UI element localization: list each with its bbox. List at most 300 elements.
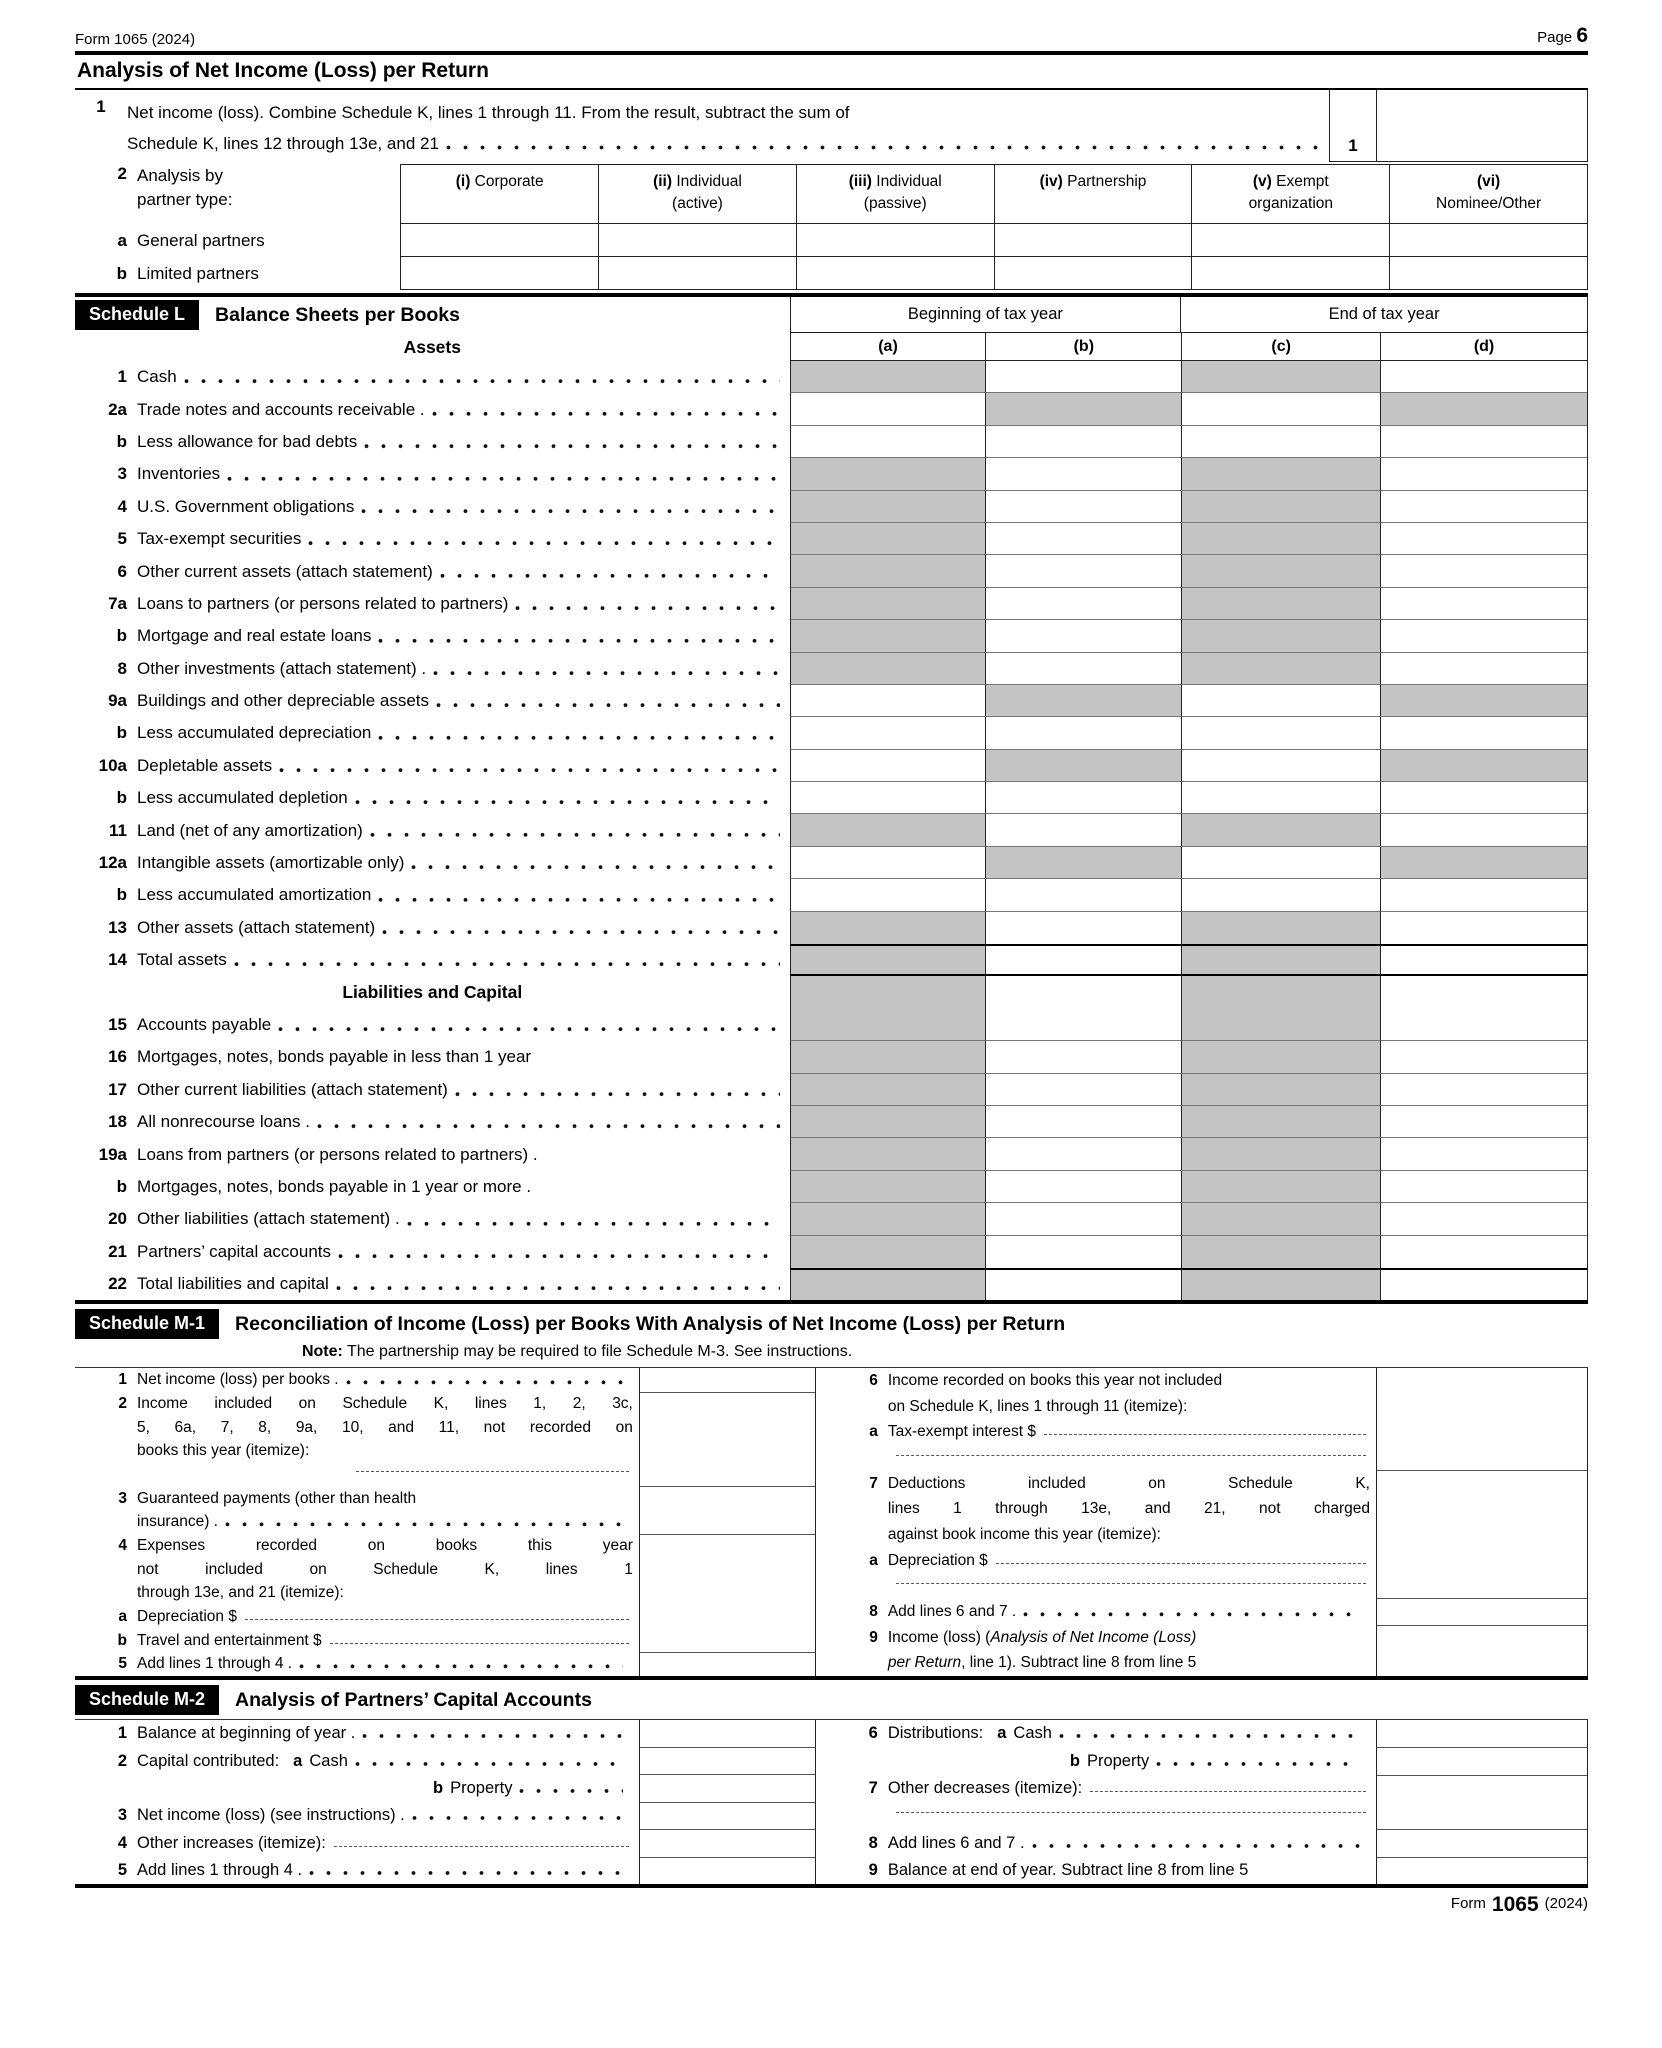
line-number: b [116, 1176, 127, 1196]
form-line [75, 1416, 639, 1440]
label-text: on Schedule K, lines 1 through 11 (itemize): [887, 1397, 1188, 1415]
amount-cell[interactable] [1377, 1471, 1587, 1599]
line-number: 7 [868, 1779, 878, 1798]
balance-cell-a [790, 491, 986, 523]
schedule-l-header [75, 297, 1588, 333]
amount-cell[interactable] [1377, 1748, 1587, 1776]
partner-type-column-header [796, 164, 994, 224]
line-content [137, 1537, 639, 1555]
line-content [137, 1655, 639, 1673]
column-tag: (ii) [653, 173, 673, 190]
balance-cell-b[interactable] [985, 653, 1181, 685]
balance-cell-a[interactable] [790, 847, 986, 879]
line-number: 4 [118, 1536, 127, 1554]
dot-leader [1032, 1834, 1360, 1853]
amount-cell[interactable] [640, 1775, 815, 1803]
balance-cell-a[interactable] [790, 879, 986, 911]
amount-cell[interactable] [1377, 1599, 1587, 1625]
partner-count-cell[interactable] [994, 224, 1192, 257]
balance-cell-a [790, 1171, 986, 1203]
balance-cell-c[interactable] [1181, 717, 1380, 749]
row-description [75, 912, 790, 944]
dot-leader [225, 1513, 623, 1531]
balance-cell-b[interactable] [985, 1171, 1181, 1203]
analysis-line-1 [75, 90, 1588, 162]
balance-cell-d [1380, 847, 1587, 879]
balance-cell-a [790, 361, 986, 393]
row-description [75, 231, 400, 251]
balance-cell-b[interactable] [985, 620, 1181, 652]
amount-cell[interactable] [1377, 1776, 1587, 1830]
header-line-1: (i) Corporate [455, 173, 544, 190]
amount-cell[interactable] [1377, 1626, 1587, 1677]
line-number: a [117, 230, 127, 250]
form-line [75, 1605, 639, 1629]
balance-cell-a[interactable] [790, 426, 986, 458]
form-line [816, 1368, 1376, 1394]
partner-type-column-header [994, 164, 1192, 224]
m1-left-lines [75, 1368, 639, 1676]
form-id: Form 1065 (2024) [75, 31, 196, 48]
end-of-tax-year-header: End of tax year [1180, 297, 1587, 333]
row-label: Partners’ capital accounts [137, 1241, 332, 1261]
balance-cell-d[interactable] [1380, 458, 1587, 490]
partner-count-cell[interactable] [1191, 224, 1389, 257]
row-label: Mortgages, notes, bonds payable in 1 year or more . [137, 1176, 532, 1196]
schedule-m2-right [816, 1720, 1588, 1884]
amount-cell[interactable] [640, 1858, 815, 1885]
line-number: 3 [118, 1489, 127, 1507]
line-number: 2a [108, 399, 127, 419]
label-text: Balance at end of year. Subtract line 8 from line 5 [887, 1861, 1249, 1880]
balance-cell-c[interactable] [1181, 426, 1380, 458]
m2-right-lines [816, 1720, 1376, 1884]
partner-type-column-header [598, 164, 796, 224]
balance-cell-d[interactable] [1380, 1074, 1587, 1106]
table-row [75, 1074, 1588, 1106]
balance-cell-b[interactable] [985, 361, 1181, 393]
form-line [75, 1463, 639, 1487]
table-row [75, 458, 1588, 490]
partner-type-column-header [1389, 164, 1588, 224]
line-number: 9 [869, 1628, 878, 1646]
line-1-ref-box: 1 [1329, 90, 1378, 162]
table-row [75, 426, 1588, 458]
partner-count-cell[interactable] [1389, 224, 1588, 257]
m2-left-lines [75, 1720, 639, 1884]
amount-cell[interactable] [1377, 1830, 1587, 1858]
balance-cell-b[interactable] [985, 912, 1181, 944]
partner-count-cell[interactable] [1389, 257, 1588, 290]
row-label: Total liabilities and capital [137, 1274, 329, 1294]
balance-cell-d[interactable] [1380, 523, 1587, 555]
row-label: Cash [137, 367, 177, 387]
balance-cell-b[interactable] [985, 588, 1181, 620]
balance-cell-b[interactable] [985, 1138, 1181, 1170]
balance-cell-a [790, 588, 986, 620]
dot-leader [362, 1724, 623, 1743]
line-number: 6 [869, 1372, 878, 1390]
balance-cell-b [985, 976, 1181, 1008]
dot-leader [432, 393, 780, 425]
balance-cell-d[interactable] [1380, 426, 1587, 458]
general-partners-cells [400, 224, 1588, 257]
table-row [75, 588, 1588, 620]
amount-cell[interactable] [1377, 1720, 1587, 1748]
dot-leader [412, 1806, 623, 1825]
balance-cell-c[interactable] [1181, 393, 1380, 425]
balance-cell-d[interactable] [1380, 912, 1587, 944]
row-label: Loans to partners (or persons related to partners) [137, 593, 509, 613]
balance-cell-c [1181, 944, 1380, 976]
amount-cell[interactable] [640, 1653, 815, 1676]
dot-leader [227, 458, 779, 490]
header-line-1: (ii) Individual [653, 173, 742, 190]
form-line [816, 1471, 1376, 1497]
balance-cell-b[interactable] [985, 555, 1181, 587]
m1-left-amounts [639, 1368, 815, 1676]
balance-cell-b[interactable] [985, 458, 1181, 490]
schedule-m1-badge: Schedule M-1 [75, 1309, 219, 1339]
line-content [137, 1779, 639, 1798]
balance-cell-d[interactable] [1380, 1203, 1587, 1235]
form-line [75, 1368, 639, 1392]
form-line [816, 1394, 1376, 1420]
balance-cell-b[interactable] [985, 1268, 1181, 1300]
schedule-m1 [75, 1304, 1588, 1680]
balance-cell-d[interactable] [1380, 879, 1587, 911]
row-description [75, 1138, 790, 1170]
amount-cell[interactable] [640, 1803, 815, 1831]
balance-cell-d [1380, 976, 1587, 1008]
balance-cell-c [1181, 361, 1380, 393]
amount-cell[interactable] [1377, 1858, 1587, 1885]
partner-count-cell[interactable] [994, 257, 1192, 290]
column-c-header: (c) [1181, 333, 1380, 361]
balance-cell-b[interactable] [985, 426, 1181, 458]
line-number: 1 [118, 1371, 127, 1389]
dashed-entry-line[interactable] [996, 1563, 1366, 1564]
form-line [816, 1802, 1376, 1829]
amount-cell[interactable] [640, 1368, 815, 1392]
page-header [75, 24, 1588, 51]
table-row [75, 1009, 1588, 1041]
page-number: 6 [1576, 24, 1588, 47]
line-text-2 [127, 128, 1329, 159]
dot-leader [184, 361, 780, 393]
dot-leader [411, 847, 779, 879]
dashed-entry-line[interactable] [896, 1812, 1366, 1813]
form-line [816, 1599, 1376, 1625]
form-line [75, 1629, 639, 1653]
line-content [888, 1834, 1376, 1853]
column-tag: (i) [455, 173, 471, 190]
table-row [75, 847, 1588, 879]
form-line [75, 1534, 639, 1558]
label-text: Add lines 1 through 4 . [137, 1655, 293, 1673]
balance-cell-d[interactable] [1380, 491, 1587, 523]
balance-cell-d[interactable] [1380, 653, 1587, 685]
amount-cell[interactable] [640, 1487, 815, 1535]
partner-count-cell[interactable] [400, 257, 598, 290]
balance-cell-a[interactable] [790, 685, 986, 717]
schedule-m2-body [75, 1720, 1588, 1884]
schedule-l-title: Balance Sheets per Books [215, 303, 460, 326]
net-income-amount-cell[interactable] [1377, 90, 1588, 162]
page-footer [75, 1888, 1588, 1917]
row-description [75, 1203, 790, 1235]
dashed-entry-line[interactable] [334, 1846, 629, 1847]
row-label: All nonrecourse loans . [137, 1112, 310, 1132]
line-content [888, 1629, 1376, 1647]
form-line [816, 1420, 1376, 1446]
balance-cell-d[interactable] [1380, 1236, 1587, 1268]
partner-type-label-2: partner type: [137, 190, 233, 209]
table-row [75, 912, 1588, 944]
amount-cell[interactable] [640, 1720, 815, 1748]
form-line [816, 1625, 1376, 1651]
form-line [816, 1445, 1376, 1471]
header-line-1: (iv) Partnership [1039, 173, 1147, 190]
row-label: U.S. Government obligations [137, 496, 355, 516]
table-row [75, 1203, 1588, 1235]
balance-cell-c[interactable] [1181, 847, 1380, 879]
balance-cell-d[interactable] [1380, 620, 1587, 652]
line-number: 5 [117, 529, 127, 549]
page-word: Page [1537, 29, 1573, 46]
dot-leader [338, 1236, 780, 1268]
row-description [75, 555, 790, 587]
line-content [888, 1423, 1376, 1441]
balance-cell-d[interactable] [1380, 1009, 1587, 1041]
dot-leader [361, 491, 779, 523]
dot-leader [446, 128, 1319, 159]
dot-leader [346, 1371, 623, 1389]
dot-leader [1023, 1603, 1360, 1621]
sub-letter: b [1069, 1751, 1080, 1770]
row-description [75, 1009, 790, 1041]
label-text: Distributions: [887, 1724, 984, 1743]
dot-leader [317, 1106, 780, 1138]
table-row [75, 879, 1588, 911]
schedule-l-title-cell [75, 297, 790, 333]
table-row [75, 1171, 1588, 1203]
line-text [127, 90, 1329, 162]
form-line [75, 1775, 639, 1802]
header-line-2: Nominee/Other [1436, 195, 1542, 212]
balance-cell-b[interactable] [985, 1041, 1181, 1073]
row-description [75, 717, 790, 749]
balance-cell-c [1181, 976, 1380, 1008]
line-number: 10a [98, 755, 127, 775]
balance-cell-d[interactable] [1380, 1268, 1587, 1300]
balance-cell-d[interactable] [1380, 588, 1587, 620]
amount-cell[interactable] [640, 1393, 815, 1488]
row-label: Buildings and other depreciable assets [137, 691, 430, 711]
balance-cell-b[interactable] [985, 523, 1181, 555]
label-text: Cash [1013, 1724, 1052, 1743]
row-label: Other current assets (attach statement) [137, 561, 433, 581]
dot-leader [455, 1074, 780, 1106]
amount-cell[interactable] [1377, 1368, 1587, 1471]
partner-count-cell[interactable] [796, 257, 994, 290]
line-text-1: Net income (loss). Combine Schedule K, lines 1 through 11. From the result, subtract the sum of [127, 103, 850, 122]
balance-cell-c[interactable] [1181, 750, 1380, 782]
form-page [75, 24, 1588, 1917]
row-description [75, 879, 790, 911]
schedule-m1-note [75, 1343, 1588, 1367]
dashed-entry-line[interactable] [330, 1643, 629, 1644]
form-line [75, 1558, 639, 1582]
line-content [137, 1471, 639, 1478]
line-content [137, 1752, 639, 1771]
dashed-entry-line[interactable] [896, 1455, 1366, 1456]
label-text: Net income (loss) (see instructions) . [137, 1806, 405, 1825]
dashed-entry-line[interactable] [356, 1471, 629, 1472]
label-text: Tax-exempt interest $ [887, 1423, 1037, 1441]
partner-type-column-header [400, 164, 598, 224]
schedule-m1-right [816, 1368, 1588, 1676]
label-text: Net income (loss) per books . [137, 1371, 339, 1389]
balance-cell-a[interactable] [790, 717, 986, 749]
balance-cell-d[interactable] [1380, 1138, 1587, 1170]
column-tag: (iii) [848, 173, 872, 190]
line-number: a [118, 1608, 127, 1626]
label-text: Add lines 6 and 7 . [887, 1833, 1025, 1852]
partner-count-cell[interactable] [598, 224, 796, 257]
balance-cell-b[interactable] [985, 717, 1181, 749]
balance-cell-d[interactable] [1380, 782, 1587, 814]
balance-cell-a[interactable] [790, 393, 986, 425]
dot-leader [370, 814, 780, 846]
line-number: 14 [108, 950, 127, 970]
label-text: Capital contributed: [137, 1751, 280, 1770]
dot-leader [407, 1203, 780, 1235]
balance-cell-c[interactable] [1181, 782, 1380, 814]
line-number: 8 [869, 1603, 878, 1621]
line-number: 17 [108, 1079, 127, 1099]
dot-leader [309, 1861, 623, 1880]
beginning-of-tax-year-header: Beginning of tax year [790, 297, 1181, 333]
balance-cell-b[interactable] [985, 491, 1181, 523]
balance-cell-b [985, 750, 1181, 782]
balance-cell-d[interactable] [1380, 814, 1587, 846]
balance-cell-b[interactable] [985, 1236, 1181, 1268]
dot-leader [515, 588, 779, 620]
balance-cell-b [985, 847, 1181, 879]
line-content [888, 1603, 1376, 1621]
line-number: 1 [117, 367, 127, 387]
form-line [75, 1748, 639, 1775]
row-label: Less allowance for bad debts [137, 431, 358, 451]
balance-cell-b[interactable] [985, 814, 1181, 846]
schedule-m2-left [75, 1720, 816, 1884]
section-label: Liabilities and Capital [342, 982, 523, 1003]
label-text: Depreciation $ [137, 1608, 237, 1626]
header-line-2: (active) [672, 195, 723, 212]
balance-cell-d[interactable] [1380, 555, 1587, 587]
balance-cell-c[interactable] [1181, 685, 1380, 717]
partner-count-cell[interactable] [1191, 257, 1389, 290]
line-number: 6 [117, 561, 127, 581]
balance-cell-d[interactable] [1380, 944, 1587, 976]
row-description [75, 750, 790, 782]
partner-count-cell[interactable] [598, 257, 796, 290]
dashed-entry-line[interactable] [245, 1619, 629, 1620]
balance-cell-c[interactable] [1181, 879, 1380, 911]
balance-cell-c [1181, 1138, 1380, 1170]
label-text: Deductions included on Schedule K, [887, 1474, 1370, 1492]
line-content [888, 1475, 1376, 1493]
dashed-entry-line[interactable] [1044, 1434, 1366, 1435]
balance-cell-a [790, 1236, 986, 1268]
balance-cell-b[interactable] [985, 1203, 1181, 1235]
balance-cell-a [790, 1041, 986, 1073]
line-content [137, 1490, 639, 1508]
header-line-2: (passive) [863, 195, 927, 212]
balance-cell-d[interactable] [1380, 717, 1587, 749]
line-number: 16 [108, 1047, 127, 1067]
form-line [75, 1439, 639, 1463]
line-content [888, 1398, 1376, 1416]
form-line [816, 1574, 1376, 1600]
balance-cell-c [1181, 1203, 1380, 1235]
line-content [137, 1442, 639, 1460]
label-text: Property [450, 1779, 513, 1798]
row-description [75, 814, 790, 846]
line-content [137, 1395, 639, 1413]
balance-cell-d[interactable] [1380, 1171, 1587, 1203]
amount-cell[interactable] [640, 1535, 815, 1653]
form-line [816, 1830, 1376, 1857]
dashed-entry-line[interactable] [1090, 1791, 1366, 1792]
row-label: Total assets [137, 950, 227, 970]
balance-cell-a[interactable] [790, 750, 986, 782]
balance-cell-b[interactable] [985, 1106, 1181, 1138]
dashed-entry-line[interactable] [896, 1583, 1366, 1584]
line-content [888, 1526, 1376, 1544]
balance-cell-d[interactable] [1380, 361, 1587, 393]
balance-cell-c [1181, 912, 1380, 944]
amount-cell[interactable] [640, 1748, 815, 1776]
schedule-m1-header [75, 1304, 1588, 1343]
balance-cell-b[interactable] [985, 944, 1181, 976]
m2-right-amounts [1376, 1720, 1588, 1884]
partner-count-cell[interactable] [400, 224, 598, 257]
balance-cell-b[interactable] [985, 1009, 1181, 1041]
label-text: Property [1086, 1751, 1150, 1770]
balance-cell-a[interactable] [790, 782, 986, 814]
form-line [816, 1775, 1376, 1802]
dot-leader [440, 555, 780, 587]
amount-cell[interactable] [640, 1830, 815, 1858]
row-description [75, 361, 790, 393]
balance-cell-d[interactable] [1380, 1041, 1587, 1073]
m2-left-amounts [639, 1720, 815, 1884]
balance-cell-b[interactable] [985, 879, 1181, 911]
balance-cell-c [1181, 523, 1380, 555]
label-text: Other increases (itemize): [137, 1833, 326, 1852]
balance-cell-b[interactable] [985, 782, 1181, 814]
partner-count-cell[interactable] [796, 224, 994, 257]
balance-cell-b[interactable] [985, 1074, 1181, 1106]
table-row [75, 717, 1588, 749]
row-description [75, 393, 790, 425]
label-text: 5, 6a, 7, 8, 9a, 10, and 11, not recorded on [137, 1418, 633, 1436]
dot-leader [234, 944, 780, 976]
balance-cell-d[interactable] [1380, 1106, 1587, 1138]
line-number: b [116, 788, 127, 808]
